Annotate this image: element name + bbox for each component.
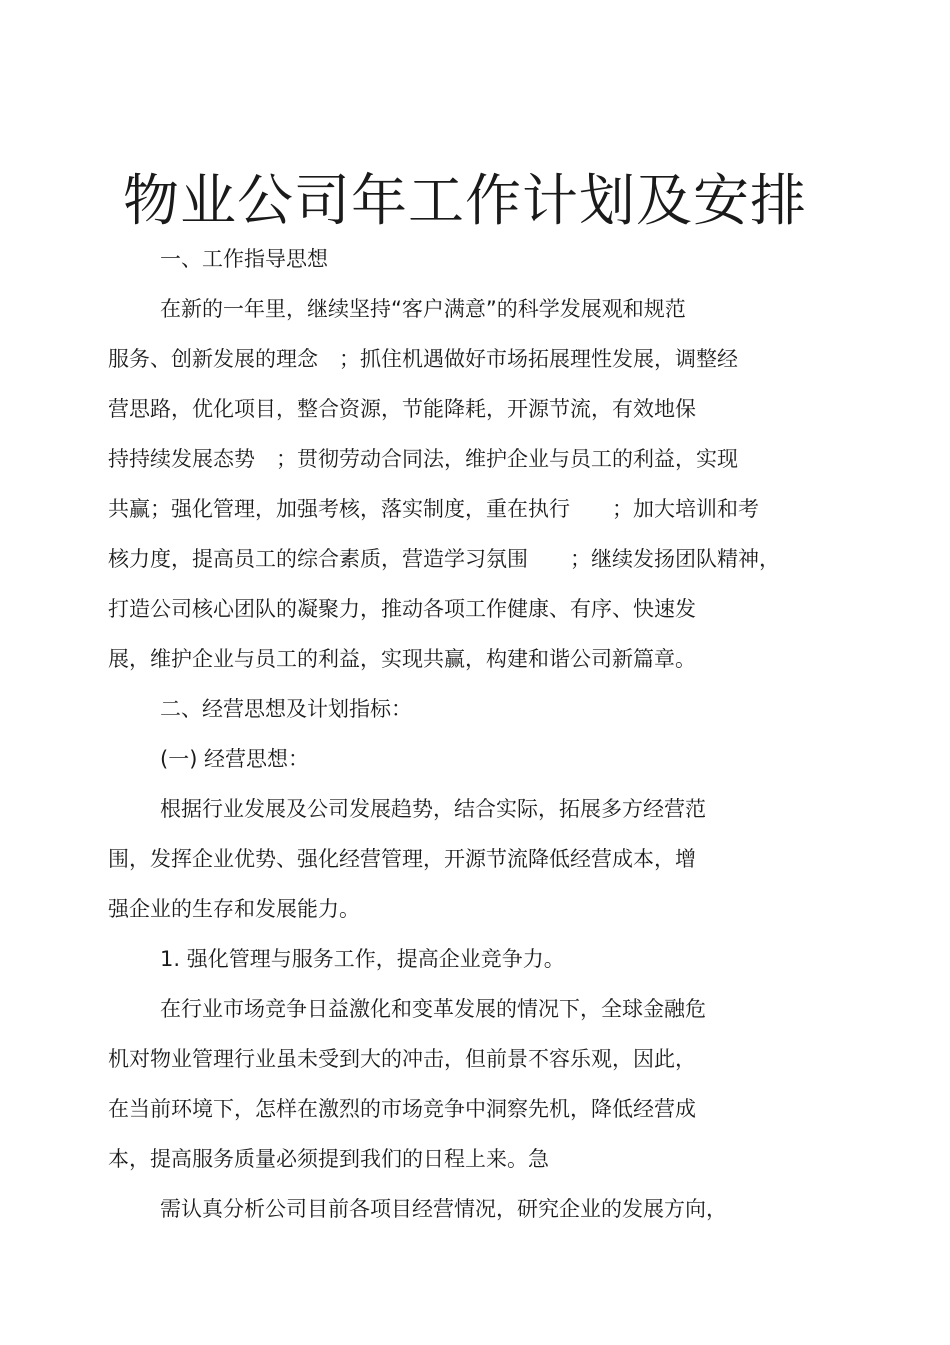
paragraph-line: 展，维护企业与员工的利益，实现共赢，构建和谐公司新篇章。 [108,647,696,671]
paragraph-line: 本，提高服务质量必须提到我们的日程上来。急 [108,1147,549,1171]
paragraph-line: 在当前环境下，怎样在激烈的市场竞争中洞察先机，降低经营成 [108,1097,696,1121]
subsection-heading: (一) 经营思想： [160,747,310,771]
numbered-item-heading: 1. 强化管理与服务工作，提高企业竞争力。 [160,947,565,971]
paragraph-line: 在新的一年里，继续坚持“客户满意”的科学发展观和规范 [160,297,686,321]
paragraph-line: 持持续发展态势 ；贯彻劳动合同法，维护企业与员工的利益，实现 [108,447,738,471]
section-heading-business-ideas: 二、经营思想及计划指标： [160,697,412,721]
document-title: 物业公司年工作计划及安排 [123,168,807,234]
paragraph-line: 根据行业发展及公司发展趋势，结合实际，拓展多方经营范 [160,797,706,821]
paragraph-line: 需认真分析公司目前各项目经营情况，研究企业的发展方向， [160,1197,727,1221]
paragraph-line: 共赢；强化管理，加强考核，落实制度，重在执行 ；加大培训和考 [108,497,759,521]
paragraph-line: 核力度，提高员工的综合素质，营造学习氛围 ；继续发扬团队精神， [108,547,780,571]
paragraph-line: 营思路，优化项目，整合资源，节能降耗，开源节流，有效地保 [108,397,696,421]
paragraph-line: 机对物业管理行业虽未受到大的冲击，但前景不容乐观，因此， [108,1047,696,1071]
paragraph-line: 围，发挥企业优势、强化经营管理，开源节流降低经营成本，增 [108,847,696,871]
paragraph-line: 在行业市场竞争日益激化和变革发展的情况下，全球金融危 [160,997,706,1021]
paragraph-line: 打造公司核心团队的凝聚力，推动各项工作健康、有序、快速发 [108,597,696,621]
paragraph-line: 服务、创新发展的理念 ；抓住机遇做好市场拓展理性发展，调整经 [108,347,738,371]
section-heading-guiding-ideology: 一、工作指导思想 [160,247,328,271]
paragraph-line: 强企业的生存和发展能力。 [108,897,360,921]
